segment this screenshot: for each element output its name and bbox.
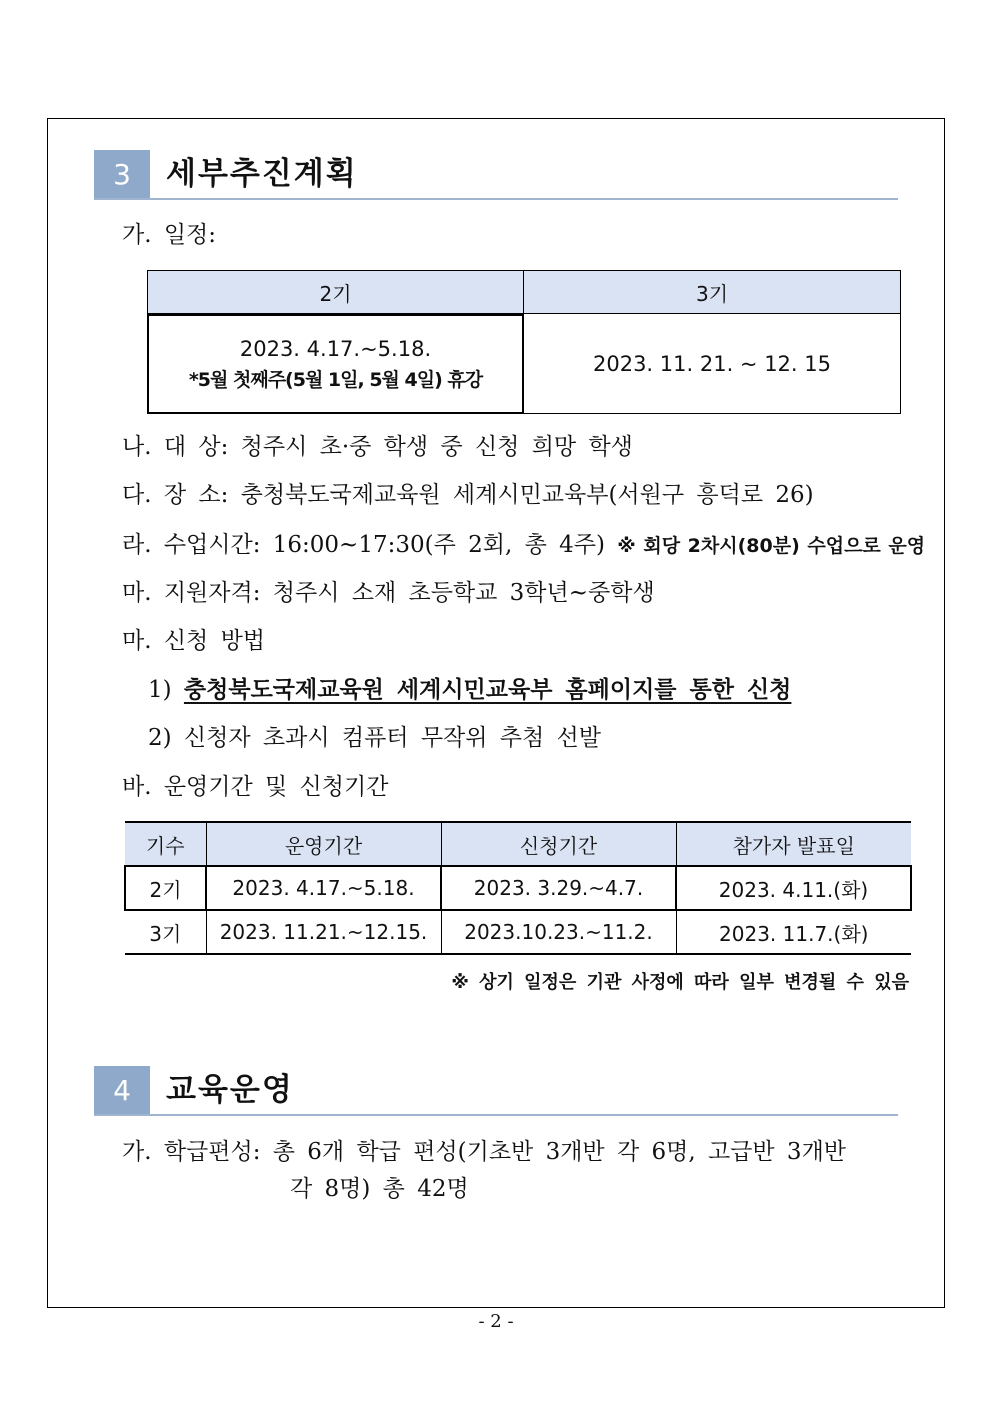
cell-application-period: 2023.10.23.~11.2.	[441, 910, 676, 954]
header-announcement-date: 참가자 발표일	[676, 822, 911, 866]
period-table	[124, 821, 910, 955]
cell-operation-period: 2023. 11.21.~12.15.	[206, 910, 441, 954]
apply-step-2-text: 신청자 초과시 컴퓨터 무작위 추첨 선발	[183, 725, 601, 751]
apply-step-2	[148, 723, 601, 753]
apply-step-1	[148, 675, 791, 705]
schedule-cell-2-note: *5월 첫째주(5월 1일, 5월 4일) 휴강	[188, 368, 483, 391]
class-time-note: ※ 회당 2차시(80분) 수업으로 운영	[617, 535, 926, 557]
schedule-header-3: 3기	[523, 270, 901, 314]
section-rule	[94, 1114, 898, 1116]
header-application-period: 신청기간	[441, 822, 676, 866]
section-number: 4	[94, 1066, 150, 1114]
page-number: - 2 -	[478, 1311, 514, 1332]
section-3-heading	[94, 150, 898, 200]
section-rule	[94, 198, 898, 200]
apply-step-1-text: 충청북도국제교육원 세계시민교육부 홈페이지를 통한 신청	[183, 676, 792, 703]
apply-method-label: 마. 신청 방법	[122, 628, 266, 654]
cell-announcement-date: 2023. 11.7.(화)	[676, 910, 911, 954]
section-title: 교육운영	[166, 1072, 294, 1108]
period-table-header	[125, 822, 911, 866]
section-title: 세부추진계획	[166, 156, 358, 192]
header-cohort: 기수	[125, 822, 206, 866]
cell-cohort: 2기	[125, 866, 206, 910]
period-label: 바. 운영기간 및 신청기간	[122, 774, 389, 800]
schedule-cell-3	[523, 314, 901, 414]
schedule-cell-2	[147, 314, 524, 414]
table-row	[125, 910, 911, 954]
class-time-text: 라. 수업시간: 16:00~17:30(주 2회, 총 4주)	[122, 532, 605, 558]
schedule-header-2: 2기	[147, 270, 524, 314]
cell-cohort: 3기	[125, 910, 206, 954]
schedule-cell-2-dates: 2023. 4.17.~5.18.	[239, 336, 432, 361]
header-operation-period: 운영기간	[206, 822, 441, 866]
schedule-cell-3-dates: 2023. 11. 21. ~ 12. 15	[592, 351, 831, 376]
table-row	[125, 866, 911, 910]
class-time-line	[122, 530, 925, 561]
apply-step-2-num: 2)	[148, 725, 172, 751]
cell-announcement-date: 2023. 4.11.(화)	[676, 866, 911, 910]
cell-application-period: 2023. 3.29.~4.7.	[441, 866, 676, 910]
schedule-table	[147, 270, 901, 414]
place-line: 다. 장 소: 충청북도국제교육원 세계시민교육부(서원구 흥덕로 26)	[122, 482, 814, 508]
target-line: 나. 대 상: 청주시 초·중 학생 중 신청 희망 학생	[122, 434, 633, 460]
section-4-heading	[94, 1066, 898, 1116]
apply-step-1-num: 1)	[148, 677, 172, 703]
cell-operation-period: 2023. 4.17.~5.18.	[206, 866, 441, 910]
section-number: 3	[94, 150, 150, 198]
class-composition-line-1: 가. 학급편성: 총 6개 학급 편성(기초반 3개반 각 6명, 고급반 3개반	[122, 1139, 847, 1165]
schedule-label: 가. 일정:	[122, 222, 217, 248]
schedule-footnote: ※ 상기 일정은 기관 사정에 따라 일부 변경될 수 있음	[451, 972, 909, 993]
class-composition-line-2: 각 8명) 총 42명	[290, 1176, 469, 1202]
eligibility-line: 마. 지원자격: 청주시 소재 초등학교 3학년~중학생	[122, 580, 655, 606]
